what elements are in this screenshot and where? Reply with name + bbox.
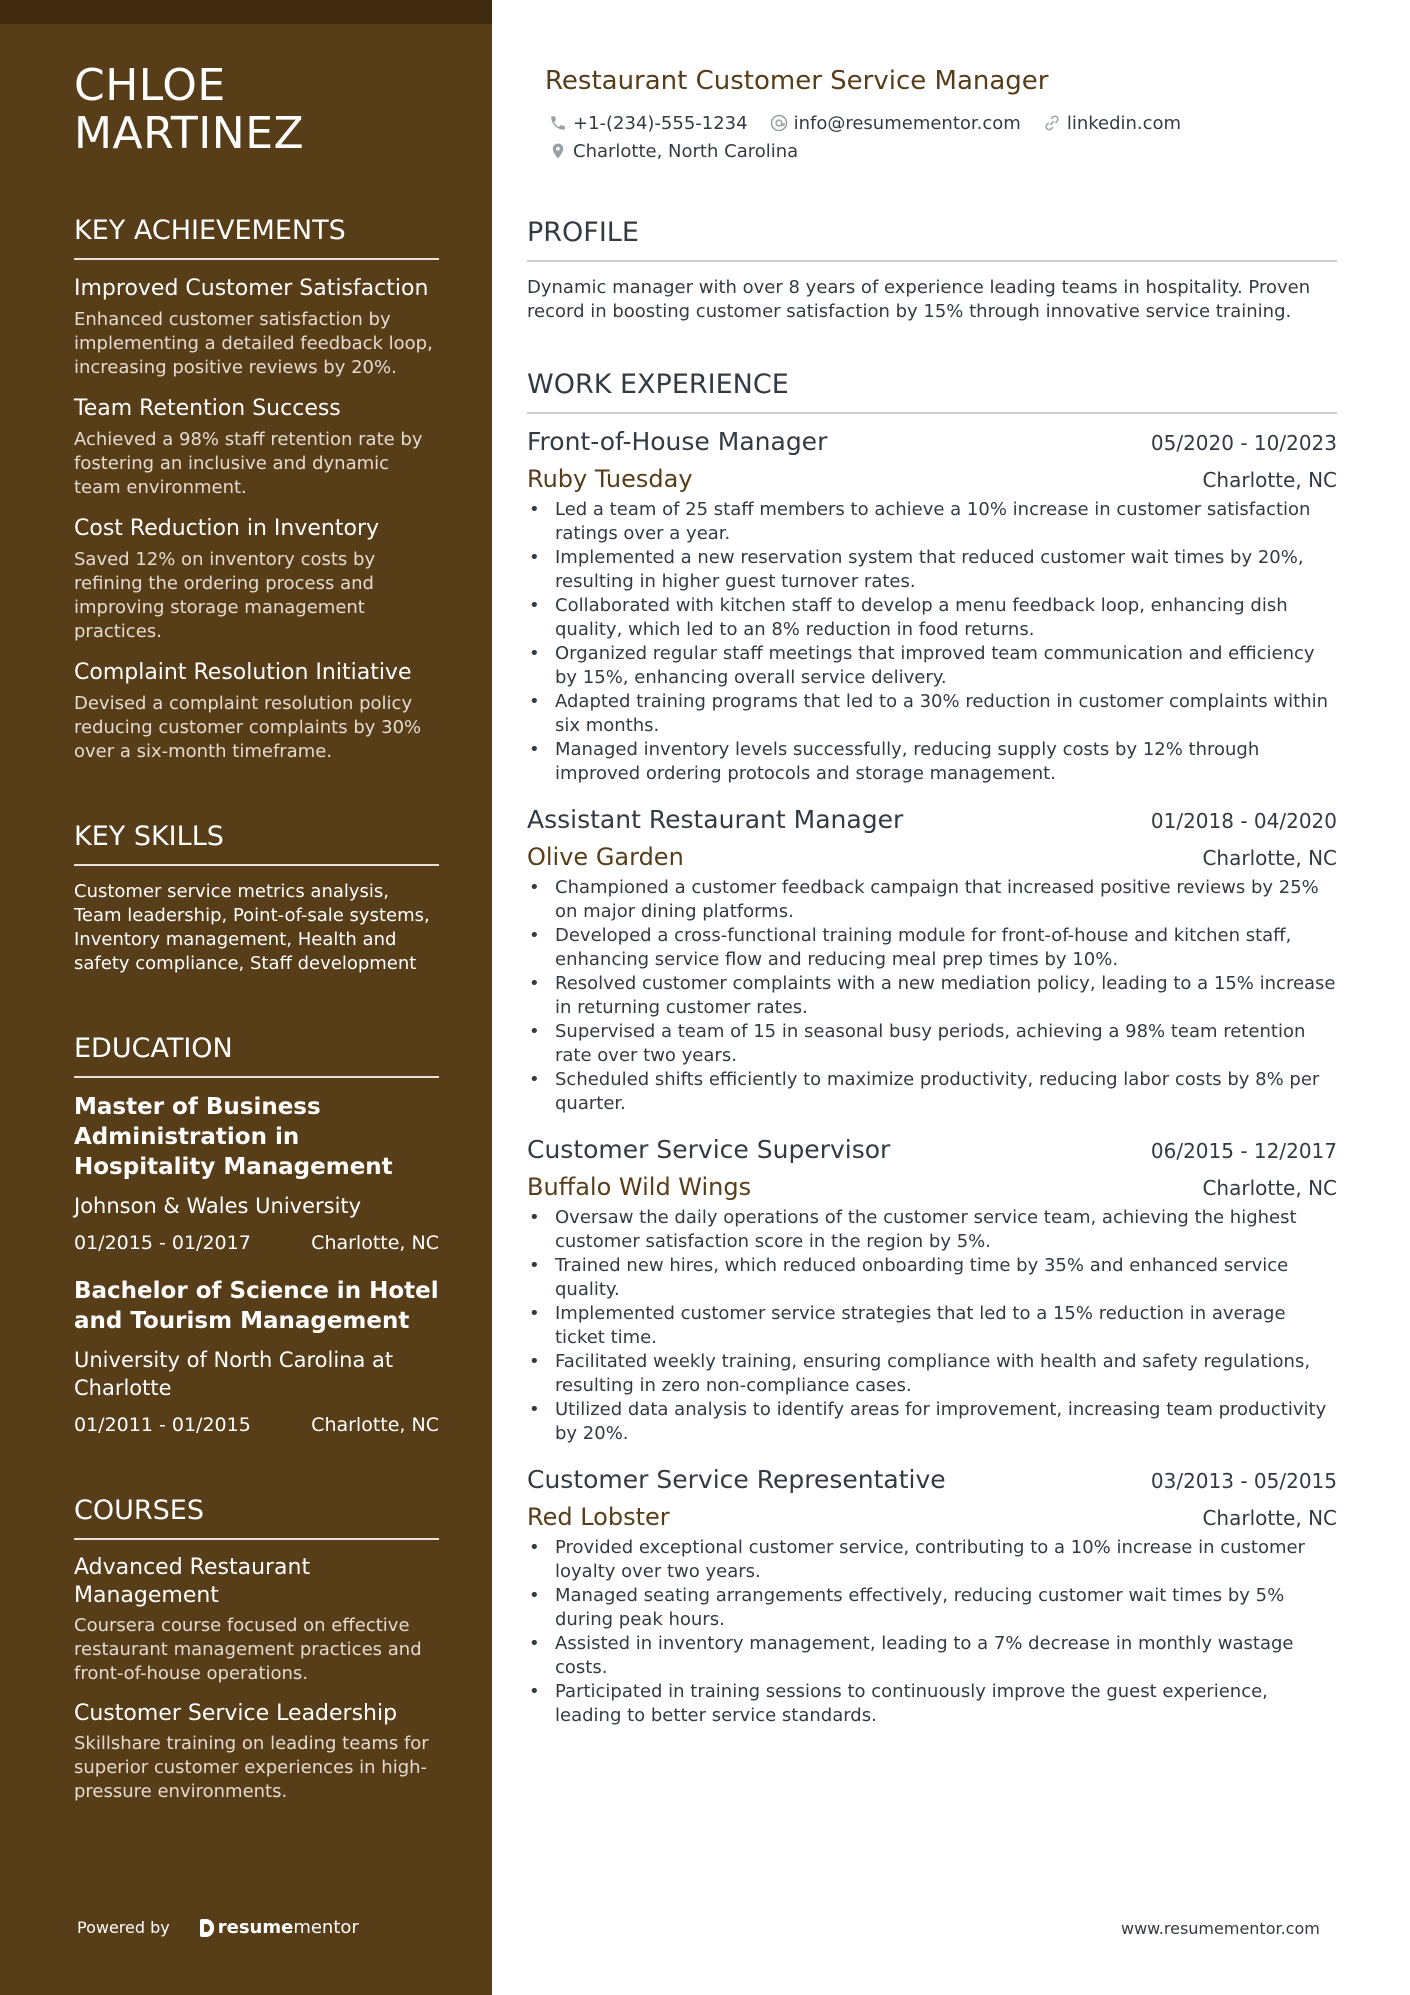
course-description: Coursera course focused on effective restaurant management practices and front-of-house operations.: [74, 1615, 422, 1684]
last-name: MARTINEZ: [74, 108, 305, 159]
job-location: Charlotte, NC: [1202, 468, 1337, 492]
job-bullet: • Participated in training sessions to continuously improve the guest experience, leading to better service standards.: [527, 1680, 1337, 1728]
contact-linkedin[interactable]: [1041, 112, 1181, 134]
job-subheader: [527, 464, 1337, 494]
resumementor-logo[interactable]: [200, 1917, 359, 1938]
job-bullet: • Adapted training programs that led to a 30% reduction in customer complaints within six months.: [527, 690, 1337, 738]
job-header: [527, 1464, 1337, 1496]
education-dates: 01/2011 - 01/2015: [74, 1414, 251, 1436]
achievement-description: Achieved a 98% staff retention rate by fostering an inclusive and dynamic team environment.: [74, 429, 423, 498]
education-item: [74, 1092, 439, 1256]
courses-section: [74, 1494, 439, 1804]
job-location: Charlotte, NC: [1202, 1176, 1337, 1200]
education-location: Charlotte, NC: [311, 1414, 439, 1436]
linkedin-text: linkedin.com: [1066, 112, 1182, 134]
job-dates: 05/2020 - 10/2023: [1150, 431, 1337, 455]
job-bullet: • Implemented a new reservation system that reduced customer wait times by 20%, resulting in higher guest turnover rates.: [527, 546, 1337, 594]
achievement-description: Saved 12% on inventory costs by refining the ordering process and improving storage management practices.: [74, 549, 376, 642]
job-company: Ruby Tuesday: [527, 465, 693, 493]
job-bullet: • Oversaw the daily operations of the customer service team, achieving the highest customer satisfaction score in the region by 5%.: [527, 1206, 1337, 1254]
job-bullet: • Trained new hires, which reduced onboarding time by 35% and enhanced service quality.: [527, 1254, 1337, 1302]
job-bullet: • Utilized data analysis to identify areas for improvement, increasing team productivity by 20%.: [527, 1398, 1337, 1446]
sidebar: [0, 0, 492, 1995]
job-company: Olive Garden: [527, 843, 684, 871]
powered-by-label: Powered by: [77, 1918, 170, 1937]
job-bullet: • Supervised a team of 15 in seasonal busy periods, achieving a 98% team retention rate over two years.: [527, 1020, 1337, 1068]
headline-title: Restaurant Customer Service Manager: [545, 66, 1049, 96]
job-bullet: • Resolved customer complaints with a new mediation policy, leading to a 15% increase in returning customer rates.: [527, 972, 1337, 1020]
job-entry: [527, 426, 1337, 786]
job-bullet: • Led a team of 25 staff members to achieve a 10% increase in customer satisfaction ratings over a year.: [527, 498, 1337, 546]
logo-text-light: mentor: [293, 1917, 359, 1938]
job-subheader: [527, 1502, 1337, 1532]
education-meta: [74, 1412, 439, 1438]
profile-text: Dynamic manager with over 8 years of experience leading teams in hospitality. Proven record in boosting customer satisfaction by 15% through innovative service training.: [527, 277, 1311, 322]
work-experience-heading: WORK EXPERIENCE: [527, 368, 1337, 414]
achievement-title: Complaint Resolution Initiative: [74, 660, 412, 685]
phone-text: +1-(234)-555-1234: [573, 112, 748, 134]
education-meta: [74, 1230, 439, 1256]
achievements-section: [74, 214, 439, 764]
education-heading: EDUCATION: [74, 1032, 439, 1078]
courses-heading: COURSES: [74, 1494, 439, 1540]
education-item: [74, 1276, 439, 1438]
achievement-title: Cost Reduction in Inventory: [74, 516, 380, 541]
achievements-list: [74, 274, 439, 764]
education-degree: Master of Business Administration in Hospitality Management: [74, 1094, 393, 1180]
first-name: CHLOE: [74, 60, 226, 111]
achievement-item: [74, 394, 439, 500]
achievements-heading: KEY ACHIEVEMENTS: [74, 214, 439, 260]
education-location: Charlotte, NC: [311, 1232, 439, 1254]
job-role: Assistant Restaurant Manager: [527, 805, 904, 834]
phone-icon: [547, 112, 569, 134]
work-experience-section: [527, 368, 1337, 1728]
education-dates: 01/2015 - 01/2017: [74, 1232, 251, 1254]
candidate-name: [74, 62, 439, 158]
job-entry: [527, 1134, 1337, 1446]
job-entry: [527, 804, 1337, 1116]
education-degree: Bachelor of Science in Hotel and Tourism Management: [74, 1278, 439, 1334]
job-bullet: • Collaborated with kitchen staff to develop a menu feedback loop, enhancing dish quality, which led to an 8% reduction in food returns.: [527, 594, 1337, 642]
contact-row: [547, 140, 818, 162]
profile-section: [527, 216, 1337, 324]
location-text: Charlotte, North Carolina: [573, 140, 799, 162]
achievement-item: [74, 514, 439, 644]
course-description: Skillshare training on leading teams for superior customer experiences in high-pressure environments.: [74, 1733, 429, 1802]
job-bullet: • Managed seating arrangements effectively, reducing customer wait times by 5% during peak hours.: [527, 1584, 1337, 1632]
main-sections: [527, 216, 1337, 1728]
email-text: info@resumementor.com: [793, 112, 1021, 134]
link-icon: [1041, 112, 1063, 134]
job-company: Buffalo Wild Wings: [527, 1173, 752, 1201]
job-bullet: • Facilitated weekly training, ensuring compliance with health and safety regulations, resulting in zero non-compliance cases.: [527, 1350, 1337, 1398]
skills-list: Customer service metrics analysis, Team leadership, Point-of-sale systems, Inventory management, Health and safety compliance, Staff development: [74, 881, 430, 974]
course-item: [74, 1554, 439, 1686]
job-bullet: • Assisted in inventory management, leading to a 7% decrease in monthly wastage costs.: [527, 1632, 1337, 1680]
powered-by: [77, 1917, 359, 1938]
job-subheader: [527, 842, 1337, 872]
profile-heading: PROFILE: [527, 216, 1337, 262]
achievement-description: Enhanced customer satisfaction by implementing a detailed feedback loop, increasing positive reviews by 20%.: [74, 309, 433, 378]
job-bullets: [527, 1536, 1337, 1728]
achievement-title: Improved Customer Satisfaction: [74, 276, 429, 301]
job-role: Customer Service Representative: [527, 1465, 946, 1494]
contact-email[interactable]: [768, 112, 1021, 134]
job-header: [527, 1134, 1337, 1166]
job-location: Charlotte, NC: [1202, 846, 1337, 870]
job-bullets: [527, 1206, 1337, 1446]
job-dates: 03/2013 - 05/2015: [1150, 1469, 1337, 1493]
education-school: University of North Carolina at Charlotte: [74, 1348, 394, 1400]
job-company: Red Lobster: [527, 1503, 670, 1531]
job-bullets: [527, 876, 1337, 1116]
job-bullet: • Implemented customer service strategies that led to a 15% reduction in average ticket time.: [527, 1302, 1337, 1350]
achievement-item: [74, 274, 439, 380]
contact-location: [547, 140, 798, 162]
website-link[interactable]: www.resumementor.com: [1121, 1919, 1320, 1938]
job-dates: 06/2015 - 12/2017: [1150, 1139, 1337, 1163]
achievement-description: Devised a complaint resolution policy reducing customer complaints by 30% over a six-month timeframe.: [74, 693, 422, 762]
job-location: Charlotte, NC: [1202, 1506, 1337, 1530]
achievement-title: Team Retention Success: [74, 396, 341, 421]
job-bullet: • Provided exceptional customer service, contributing to a 10% increase in customer loyalty over two years.: [527, 1536, 1337, 1584]
job-role: Front-of-House Manager: [527, 427, 828, 456]
job-header: [527, 426, 1337, 458]
resumementor-logo-icon: [200, 1919, 214, 1937]
achievement-item: [74, 658, 439, 764]
skills-section: [74, 820, 439, 976]
job-bullet: • Organized regular staff meetings that improved team communication and efficiency by 15%, enhancing overall service delivery.: [527, 642, 1337, 690]
contact-phone[interactable]: [547, 112, 748, 134]
education-section: [74, 1032, 439, 1438]
course-title: Advanced Restaurant Management: [74, 1555, 311, 1608]
job-bullet: • Managed inventory levels successfully, reducing supply costs by 12% through improved ordering protocols and storage management.: [527, 738, 1337, 786]
course-item: [74, 1700, 439, 1804]
at-icon: [768, 112, 790, 134]
job-subheader: [527, 1172, 1337, 1202]
sidebar-top-band: [0, 0, 492, 24]
job-bullet: • Developed a cross-functional training module for front-of-house and kitchen staff, enhancing service flow and reducing meal prep times by 10%.: [527, 924, 1337, 972]
job-header: [527, 804, 1337, 836]
course-title: Customer Service Leadership: [74, 1701, 398, 1726]
job-bullets: [527, 498, 1337, 786]
skills-heading: KEY SKILLS: [74, 820, 439, 866]
job-entry: [527, 1464, 1337, 1728]
job-dates: 01/2018 - 04/2020: [1150, 809, 1337, 833]
job-role: Customer Service Supervisor: [527, 1135, 891, 1164]
job-bullet: • Scheduled shifts efficiently to maximize productivity, reducing labor costs by 8% per quarter.: [527, 1068, 1337, 1116]
education-school: Johnson & Wales University: [74, 1194, 362, 1218]
job-bullet: • Championed a customer feedback campaign that increased positive reviews by 25% on major dining platforms.: [527, 876, 1337, 924]
contact-row: [547, 112, 1201, 134]
location-pin-icon: [547, 140, 569, 162]
sidebar-content: [74, 62, 439, 1804]
logo-text-bold: resume: [217, 1917, 294, 1938]
